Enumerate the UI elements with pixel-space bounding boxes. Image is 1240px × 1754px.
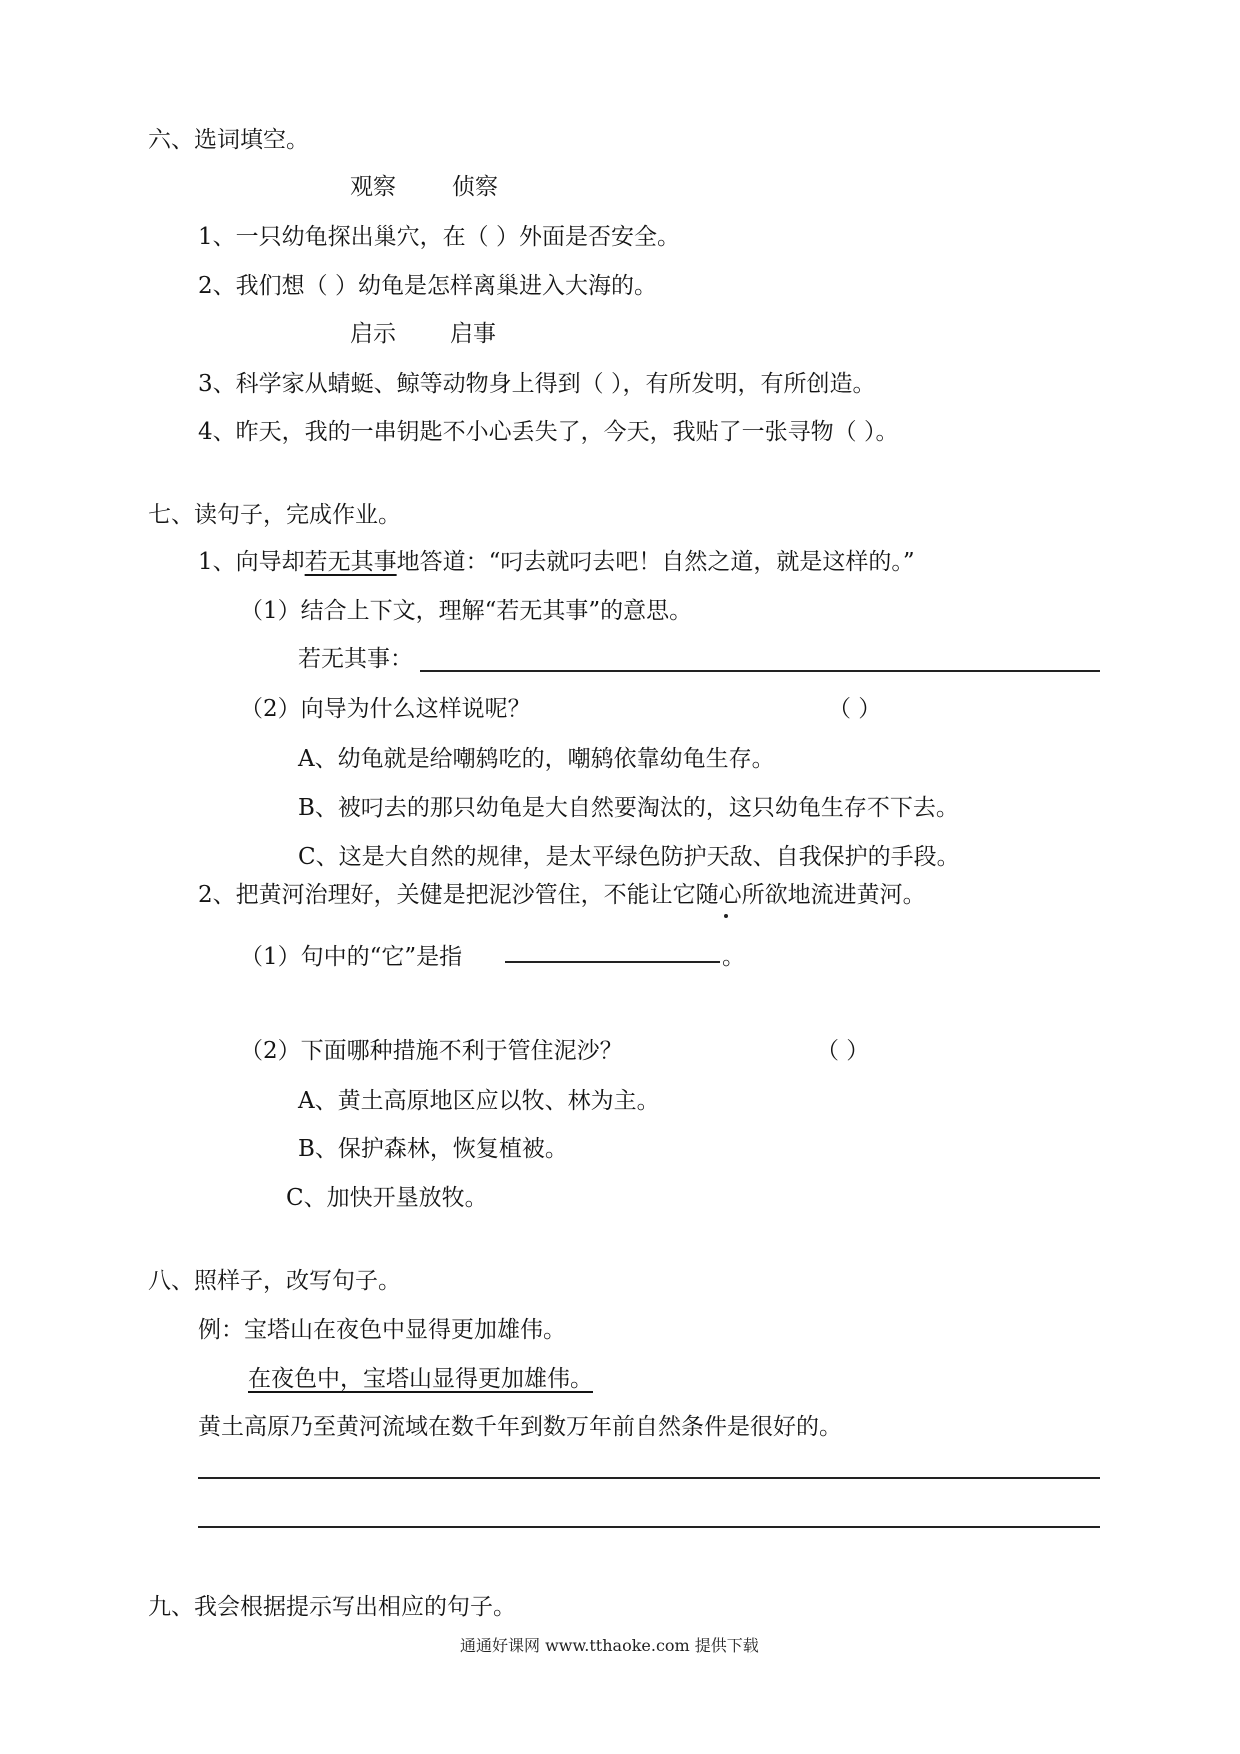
s7-q1-sub2: （2）向导为什么这样说呢？ bbox=[240, 696, 531, 722]
word-option-guancha: 观察 bbox=[350, 174, 396, 200]
s6-question-4: 4、昨天，我的一串钥匙不小心丢失了，今天，我贴了一张寻物（ ）。 bbox=[198, 419, 899, 445]
s7-q1-option-c: C、这是大自然的规律，是太平绿色防护天敌、自我保护的手段。 bbox=[298, 844, 960, 870]
s7-q2-sub1-end: 。 bbox=[722, 944, 745, 970]
section-7-title: 七、读句子，完成作业。 bbox=[148, 502, 401, 528]
s7-q1-prefix: 1、向导却 bbox=[198, 549, 305, 575]
answer-line[interactable] bbox=[505, 961, 720, 963]
s7-q1-option-b: B、被叼去的那只幼龟是大自然要淘汰的，这只幼龟生存不下去。 bbox=[298, 795, 959, 821]
s7-question-1 bbox=[198, 547, 915, 577]
emphasis-dot bbox=[724, 914, 728, 918]
s7-q2-option-b: B、保护森林，恢复植被。 bbox=[298, 1136, 568, 1162]
footer-text: 通通好课网 www.tthaoke.com 提供下载 bbox=[460, 1636, 759, 1655]
answer-line[interactable] bbox=[420, 670, 1100, 672]
s6-question-2: 2、我们想（ ）幼龟是怎样离巢进入大海的。 bbox=[198, 273, 657, 299]
s7-q2-option-c: C、加快开垦放牧。 bbox=[286, 1185, 488, 1211]
s7-q1-sub1-label: 若无其事： bbox=[298, 646, 413, 672]
s7-q1-sub1: （1）结合上下文，理解“若无其事”的意思。 bbox=[240, 598, 693, 624]
answer-parentheses[interactable]: （ ） bbox=[816, 1038, 870, 1064]
s8-example-answer: 在夜色中，宝塔山显得更加雄伟。 bbox=[248, 1366, 593, 1392]
s7-q2-option-a: A、黄土高原地区应以牧、林为主。 bbox=[298, 1088, 660, 1114]
answer-line[interactable] bbox=[198, 1526, 1100, 1528]
word-option-zhencha: 侦察 bbox=[452, 174, 498, 200]
word-option-qishi2: 启事 bbox=[450, 321, 496, 347]
s7-q2-sub1: （1）句中的“它”是指 bbox=[240, 944, 463, 970]
section-8-title: 八、照样子，改写句子。 bbox=[148, 1268, 401, 1294]
s8-sentence: 黄土高原乃至黄河流域在数千年到数万年前自然条件是很好的。 bbox=[198, 1414, 842, 1440]
word-option-qishi: 启示 bbox=[350, 321, 396, 347]
section-6-title: 六、选词填空。 bbox=[148, 127, 309, 153]
answer-parentheses[interactable]: （ ） bbox=[828, 696, 882, 722]
s7-question-2: 2、把黄河治理好，关健是把泥沙管住，不能让它随心所欲地流进黄河。 bbox=[198, 882, 926, 908]
s7-q2-sub2: （2）下面哪种措施不利于管住泥沙？ bbox=[240, 1038, 623, 1064]
s7-q1-option-a: A、幼龟就是给嘲鸫吃的，嘲鸫依靠幼龟生存。 bbox=[298, 746, 775, 772]
s7-q1-underlined-phrase: 若无其事 bbox=[304, 549, 397, 575]
s8-example: 例：宝塔山在夜色中显得更加雄伟。 bbox=[198, 1317, 566, 1343]
s7-q1-suffix: 地答道：“叼去就叼去吧！自然之道，就是这样的。” bbox=[396, 549, 915, 575]
s6-question-3: 3、科学家从蜻蜓、鲸等动物身上得到（ ），有所发明，有所创造。 bbox=[198, 371, 876, 397]
section-9-title: 九、我会根据提示写出相应的句子。 bbox=[148, 1594, 516, 1620]
s6-question-1: 1、一只幼龟探出巢穴，在（ ）外面是否安全。 bbox=[198, 224, 680, 250]
answer-line[interactable] bbox=[198, 1477, 1100, 1479]
